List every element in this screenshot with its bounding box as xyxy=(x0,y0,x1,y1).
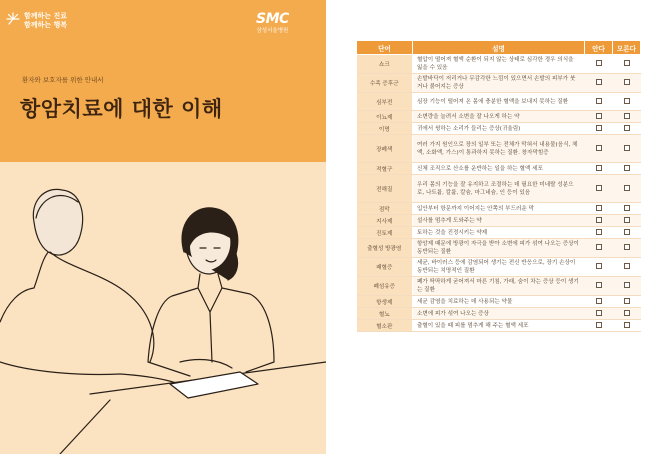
glossary-row xyxy=(357,239,641,258)
glossary-row xyxy=(357,308,641,320)
unknown-checkbox[interactable] xyxy=(624,79,630,85)
know-checkbox[interactable] xyxy=(596,298,602,304)
header-description: 설명 xyxy=(413,41,585,55)
know-checkbox[interactable] xyxy=(596,310,602,316)
consultation-illustration xyxy=(0,162,326,454)
unknown-checkbox[interactable] xyxy=(624,229,630,235)
glossary-description: 혈압이 떨어져 혈액 순환이 되지 않는 상태로 심각한 경우 의식을 잃을 수 있음 xyxy=(413,55,585,74)
header-term: 단어 xyxy=(357,41,413,55)
know-checkbox[interactable] xyxy=(596,263,602,269)
glossary-term: 폐섬유증 xyxy=(357,277,413,296)
glossary-header-row xyxy=(357,41,641,55)
glossary-description: 세균, 바이러스 등에 감염되어 생기는 전신 반응으로, 장기 손상이 동반되는 치명적인 질환 xyxy=(413,258,585,277)
glossary-description: 세균 감염을 치료하는 데 사용되는 약물 xyxy=(413,296,585,308)
glossary-description: 소변량을 늘려서 소변을 잘 나오게 하는 약 xyxy=(413,111,585,123)
glossary-term: 혈소판 xyxy=(357,320,413,332)
glossary-description: 토하는 것을 진정시키는 약제 xyxy=(413,227,585,239)
know-checkbox[interactable] xyxy=(596,125,602,131)
patient-arm xyxy=(0,362,120,375)
unknown-cell xyxy=(613,308,641,320)
patient-back xyxy=(50,252,154,362)
glossary-row xyxy=(357,203,641,215)
unknown-cell xyxy=(613,277,641,296)
know-checkbox[interactable] xyxy=(596,185,602,191)
glossary-term: 전해질 xyxy=(357,175,413,203)
know-cell xyxy=(585,203,613,215)
unknown-checkbox[interactable] xyxy=(624,298,630,304)
slogan-text xyxy=(24,12,67,30)
know-checkbox[interactable] xyxy=(596,244,602,250)
glossary-row xyxy=(357,55,641,74)
know-checkbox[interactable] xyxy=(596,282,602,288)
know-cell xyxy=(585,163,613,175)
hospital-slogan-logo xyxy=(6,12,67,30)
know-cell xyxy=(585,111,613,123)
desk-side xyxy=(60,400,110,454)
patient-shoulder xyxy=(0,250,50,322)
glossary-term: 적혈구 xyxy=(357,163,413,175)
know-cell xyxy=(585,93,613,111)
unknown-cell xyxy=(613,239,641,258)
glossary-description: 신체 조직으로 산소를 운반하는 일을 하는 혈액 세포 xyxy=(413,163,585,175)
know-checkbox[interactable] xyxy=(596,322,602,328)
glossary-row xyxy=(357,135,641,163)
brand-name: 삼성서울병원 xyxy=(256,28,289,34)
know-cell xyxy=(585,135,613,163)
glossary-row xyxy=(357,163,641,175)
know-cell xyxy=(585,277,613,296)
doctor-left-body xyxy=(148,274,200,376)
unknown-checkbox[interactable] xyxy=(624,263,630,269)
unknown-cell xyxy=(613,111,641,123)
doctor-coat-line xyxy=(210,312,212,362)
unknown-cell xyxy=(613,123,641,135)
glossary-description: 손발바닥이 저리거나 무감각한 느낌이 있으면서 손발의 피부가 붓거나 붉어지는 증상 xyxy=(413,74,585,93)
glossary-term: 패혈증 xyxy=(357,258,413,277)
unknown-cell xyxy=(613,320,641,332)
glossary-row xyxy=(357,320,641,332)
unknown-cell xyxy=(613,215,641,227)
header-unknown: 모른다 xyxy=(613,41,641,55)
cover-subtitle: 환자와 보호자를 위한 안내서 xyxy=(22,76,104,84)
know-cell xyxy=(585,215,613,227)
glossary-description: 출혈이 있을 때 피를 멈추게 해 주는 혈액 세포 xyxy=(413,320,585,332)
glossary-row xyxy=(357,93,641,111)
unknown-cell xyxy=(613,227,641,239)
glossary-row xyxy=(357,296,641,308)
know-checkbox[interactable] xyxy=(596,113,602,119)
unknown-checkbox[interactable] xyxy=(624,113,630,119)
glossary-term: 항생제 xyxy=(357,296,413,308)
doctor-collar xyxy=(198,288,222,312)
know-cell xyxy=(585,320,613,332)
unknown-cell xyxy=(613,55,641,74)
glossary-description: 항암제 때문에 방광이 자극을 받아 소변에 피가 섞여 나오는 증상이 동반되는 질환 xyxy=(413,239,585,258)
brand-logo xyxy=(256,12,289,35)
unknown-checkbox[interactable] xyxy=(624,60,630,66)
doctor-right-body xyxy=(218,274,274,372)
doctor-hands xyxy=(180,360,232,368)
glossary-row xyxy=(357,175,641,203)
know-checkbox[interactable] xyxy=(596,165,602,171)
glossary-table xyxy=(356,40,641,332)
unknown-cell xyxy=(613,74,641,93)
unknown-checkbox[interactable] xyxy=(624,217,630,223)
glossary-row xyxy=(357,123,641,135)
know-checkbox[interactable] xyxy=(596,98,602,104)
know-cell xyxy=(585,74,613,93)
unknown-checkbox[interactable] xyxy=(624,185,630,191)
unknown-checkbox[interactable] xyxy=(624,165,630,171)
glossary-row xyxy=(357,74,641,93)
unknown-checkbox[interactable] xyxy=(624,98,630,104)
glossary-term: 지사제 xyxy=(357,215,413,227)
slogan-line-2: 함께하는 행복 xyxy=(24,21,68,29)
glossary-term: 이명 xyxy=(357,123,413,135)
header-know: 안다 xyxy=(585,41,613,55)
glossary-description: 설사를 멈추게 도와주는 약 xyxy=(413,215,585,227)
unknown-checkbox[interactable] xyxy=(624,310,630,316)
glossary-rows xyxy=(357,55,641,332)
unknown-checkbox[interactable] xyxy=(624,244,630,250)
booklet-cover xyxy=(0,0,326,454)
glossary-term: 출혈성 방광염 xyxy=(357,239,413,258)
unknown-checkbox[interactable] xyxy=(624,205,630,211)
glossary-row xyxy=(357,277,641,296)
glossary-term: 이뇨제 xyxy=(357,111,413,123)
unknown-cell xyxy=(613,258,641,277)
know-cell xyxy=(585,258,613,277)
know-checkbox[interactable] xyxy=(596,229,602,235)
know-cell xyxy=(585,308,613,320)
know-cell xyxy=(585,175,613,203)
glossary-term: 쇼크 xyxy=(357,55,413,74)
cover-title: 항암치료에 대한 이해 xyxy=(20,97,223,121)
unknown-cell xyxy=(613,296,641,308)
unknown-cell xyxy=(613,93,641,111)
unknown-cell xyxy=(613,203,641,215)
glossary-description: 소변에 피가 섞여 나오는 증상 xyxy=(413,308,585,320)
know-cell xyxy=(585,239,613,258)
glossary-description: 여러 가지 원인으로 장의 일부 또는 전체가 막혀서 내용물(음식, 체액, 소화액, 가스)이 통과하지 못하는 질환. 창자막힘증 xyxy=(413,135,585,163)
glossary-term: 점막 xyxy=(357,203,413,215)
glossary-description: 입안부터 항문까지 이어지는 안쪽의 부드러운 막 xyxy=(413,203,585,215)
glossary-description: 우리 몸의 기능을 잘 유지하고 조절하는 데 필요한 미네랄 성분으로, 나트륨, 칼륨, 칼슘, 마그네슘, 인 등이 있음 xyxy=(413,175,585,203)
know-cell xyxy=(585,55,613,74)
glossary-checklist xyxy=(356,40,640,332)
know-checkbox[interactable] xyxy=(596,60,602,66)
know-checkbox[interactable] xyxy=(596,217,602,223)
unknown-checkbox[interactable] xyxy=(624,125,630,131)
unknown-checkbox[interactable] xyxy=(624,145,630,151)
document-on-desk xyxy=(170,372,258,398)
sunburst-icon xyxy=(6,12,20,26)
glossary-term: 진토제 xyxy=(357,227,413,239)
glossary-description: 심장 기능이 떨어져 온 몸에 충분한 혈액을 보내지 못하는 질환 xyxy=(413,93,585,111)
glossary-row xyxy=(357,215,641,227)
unknown-cell xyxy=(613,135,641,163)
glossary-description: 폐가 딱딱하게 굳어져서 마른 기침, 가래, 숨이 차는 증상 등이 생기는 질환 xyxy=(413,277,585,296)
glossary-description: 귀에서 윙하는 소리가 들리는 증상(귀울림) xyxy=(413,123,585,135)
unknown-cell xyxy=(613,163,641,175)
unknown-checkbox[interactable] xyxy=(624,282,630,288)
know-checkbox[interactable] xyxy=(596,145,602,151)
patient-head xyxy=(33,189,82,255)
glossary-term: 수족 증후군 xyxy=(357,74,413,93)
glossary-row xyxy=(357,111,641,123)
know-checkbox[interactable] xyxy=(596,79,602,85)
know-checkbox[interactable] xyxy=(596,205,602,211)
slogan-line-1: 함께하는 진료 xyxy=(24,12,68,20)
unknown-cell xyxy=(613,175,641,203)
know-cell xyxy=(585,296,613,308)
know-cell xyxy=(585,123,613,135)
glossary-term: 혈뇨 xyxy=(357,308,413,320)
glossary-term: 장폐색 xyxy=(357,135,413,163)
glossary-row xyxy=(357,258,641,277)
glossary-row xyxy=(357,227,641,239)
know-cell xyxy=(585,227,613,239)
glossary-term: 심부전 xyxy=(357,93,413,111)
unknown-checkbox[interactable] xyxy=(624,322,630,328)
brand-mark: SMC xyxy=(256,11,289,27)
